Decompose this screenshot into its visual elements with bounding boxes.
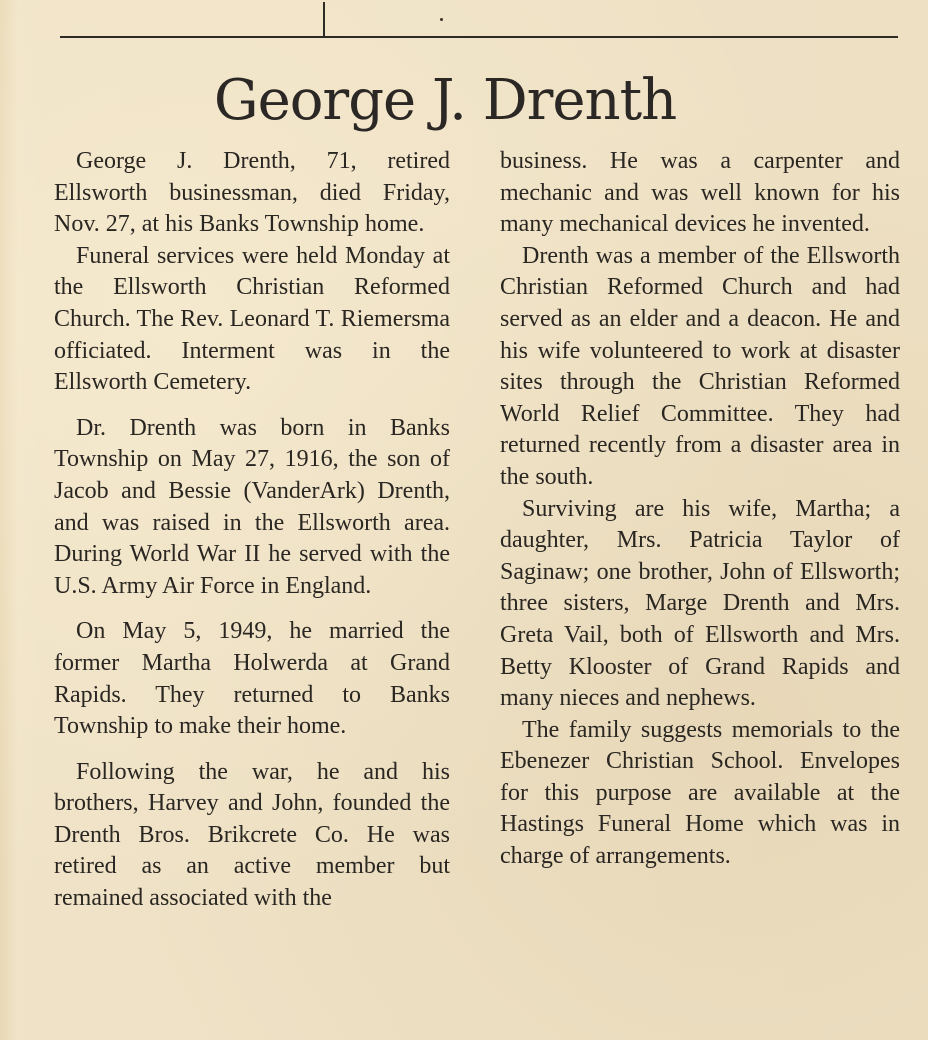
paragraph-church-service: Drenth was a member of the Ellsworth Christian Reformed Church and had served as an elder and a deacon. He and his wife volunteered to work at disaster sites through the Christian Reformed World Relief Committee. They had returned recently from a disaster area in the south. xyxy=(500,242,900,490)
paragraph-death-notice: George J. Drenth, 71, retired Ellsworth businessman, died Friday, Nov. 27, at his Banks Township home. xyxy=(54,148,450,238)
top-rule xyxy=(60,36,898,38)
obituary-headline: George J. Drenth xyxy=(213,68,677,133)
paragraph-marriage: On May 5, 1949, he married the former Martha Holwerda at Grand Rapids. They returned to Banks Township to make their home. xyxy=(54,618,450,740)
paragraph-birth: Dr. Drenth was born in Banks Township on May 27, 1916, the son of Jacob and Bessie (VanderArk) Drenth, and was raised in the Ellsworth area. During World War II he served with the U.S. Army Air Force in England. xyxy=(54,414,450,599)
paragraph-survivors: Surviving are his wife, Martha; a daughter, Mrs. Patricia Taylor of Saginaw; one brother, John of Ellsworth; three sisters, Marge Drenth and Mrs. Greta Vail, both of Ellsworth and Mrs. Betty Klooster of Grand Rapids and many nieces and nephews. xyxy=(500,495,900,712)
paragraph-business-continued: business. He was a carpenter and mechanic and was well known for his many mechanical devices he invented. xyxy=(500,148,900,238)
paragraph-memorials: The family suggests memorials to the Ebenezer Christian School. Envelopes for this purpose are available at the Hastings Funeral Home which was in charge of arrangements. xyxy=(500,716,900,870)
column-divider-tick xyxy=(323,2,325,36)
paragraph-business: Following the war, he and his brothers, Harvey and John, founded the Drenth Bros. Brikcrete Co. He was retired as an active member but remained associated with the xyxy=(54,758,450,912)
right-column xyxy=(500,146,900,873)
paragraph-funeral: Funeral services were held Monday at the Ellsworth Christian Reformed Church. The Rev. Leonard T. Riemersma officiated. Interment was in the Ellsworth Cemetery. xyxy=(54,242,450,396)
print-speck xyxy=(440,18,443,21)
left-column xyxy=(54,146,450,915)
